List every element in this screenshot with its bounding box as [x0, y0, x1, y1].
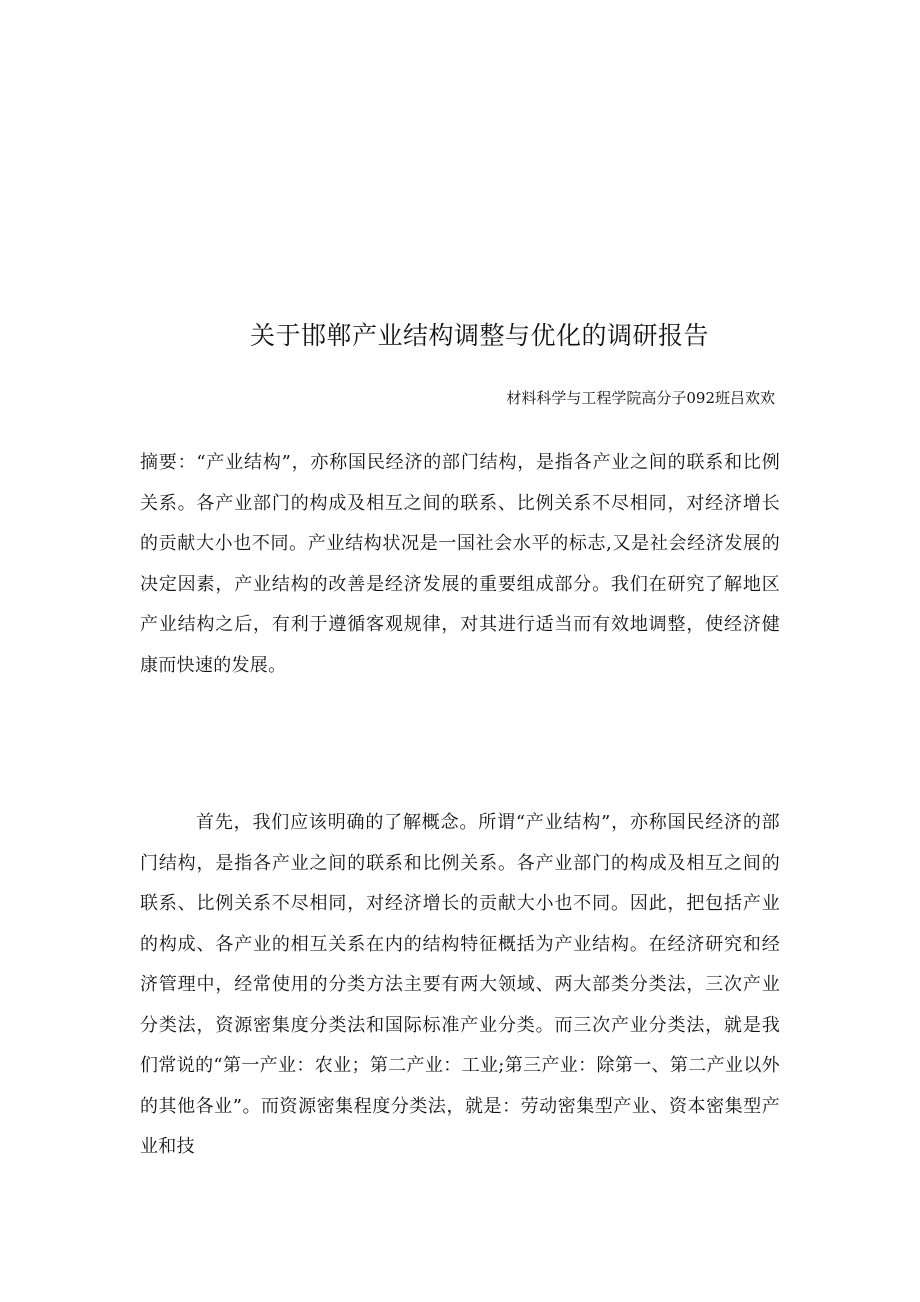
author-line: 材料科学与工程学院高分子092班吕欢欢 — [506, 389, 775, 407]
document-title: 关于邯郸产业结构调整与优化的调研报告 — [250, 321, 710, 350]
abstract-paragraph: 摘要：“产业结构”，亦称国民经济的部门结构，是指各产业之间的联系和比例关系。各产业部门的构成及相互之间的联系、比例关系不尽相同，对经济增长的贡献大小也不同。产业结构状况是一国社会水平的标志,又是社会经济发展的决定因素，产业结构的改善是经济发展的重要组成部分。我们在研究了解地区产业结构之后，有利于遵循客观规律，对其进行适当而有效地调整，使经济健康而快速的发展。 — [140, 452, 780, 676]
body-paragraph: 首先，我们应该明确的了解概念。所谓“产业结构”，亦称国民经济的部门结构，是指各产业之间的联系和比例关系。各产业部门的构成及相互之间的联系、比例关系不尽相同，对经济增长的贡献大小也不同。因此，把包括产业的构成、各产业的相互关系在内的结构特征概括为产业结构。在经济研究和经济管理中，经常使用的分类方法主要有两大领域、两大部类分类法，三次产业分类法，资源密集度分类法和国际标准产业分类。而三次产业分类法，就是我们常说的“第一产业：农业；第二产业：工业;第三产业：除第一、第二产业以外的其他各业”。而资源密集程度分类法，就是：劳动密集型产业、资本密集型产业和技 — [140, 812, 780, 1157]
